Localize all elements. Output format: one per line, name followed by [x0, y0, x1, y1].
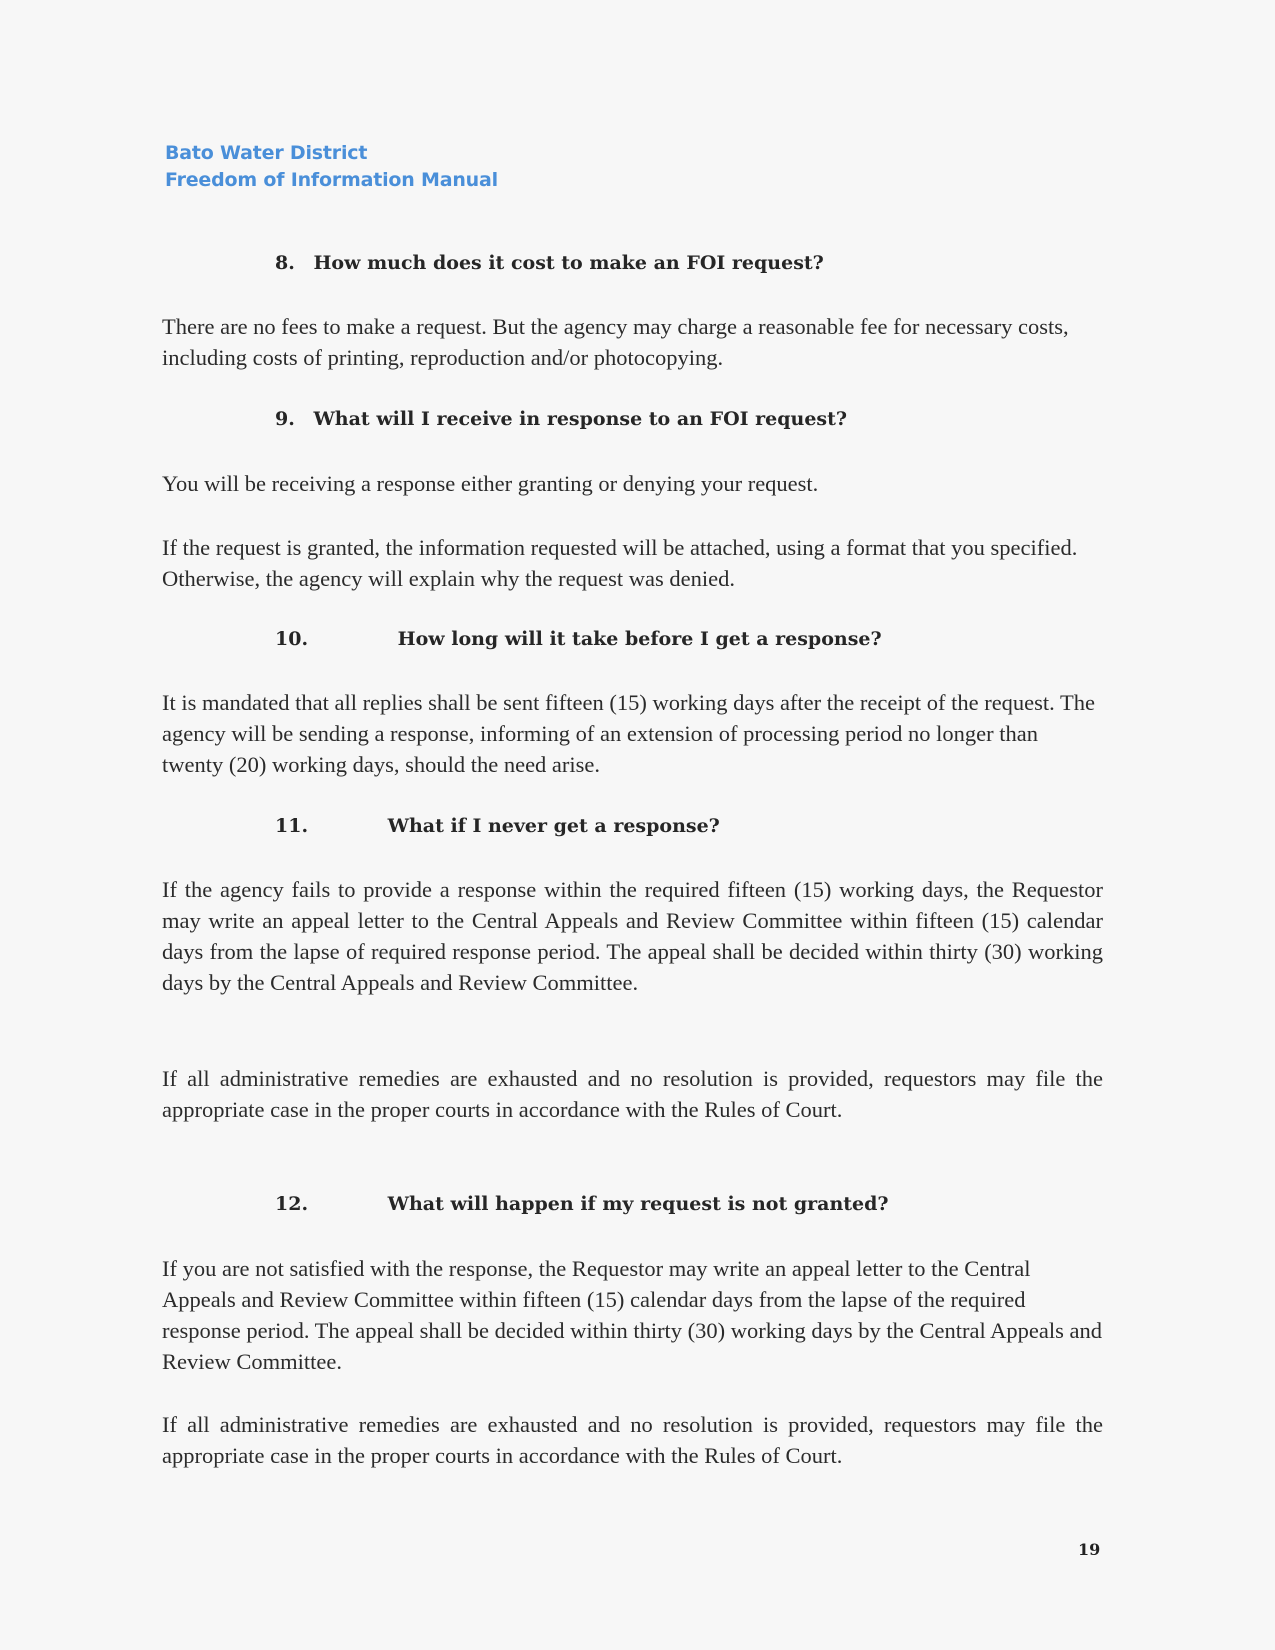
section-question: What if I never get a response? — [387, 815, 720, 837]
manual-title: Freedom of Information Manual — [165, 169, 498, 191]
section-paragraph: If the request is granted, the information requested will be attached, using a format that you specified. Otherwise, the agency will explain why the request was denied. — [162, 535, 1078, 591]
section-question: What will happen if my request is not granted? — [387, 1193, 889, 1215]
section-number: 12. — [275, 1193, 309, 1215]
section-question: How long will it take before I get a response? — [397, 628, 882, 650]
org-name: Bato Water District — [165, 142, 368, 164]
section-number: 8. — [275, 252, 295, 274]
section-paragraph: If all administrative remedies are exhausted and no resolution is provided, requestors may file the appropriate case in the proper courts in accordance with the Rules of Court. — [162, 1412, 1103, 1468]
section-question: How much does it cost to make an FOI request? — [313, 252, 824, 274]
section-paragraph: It is mandated that all replies shall be sent fifteen (15) working days after the receipt of the request. The agency will be sending a response, informing of an extension of processing period no longer than twenty (20) working days, should the need arise. — [162, 690, 1096, 777]
document-header — [165, 140, 498, 194]
section-question: What will I receive in response to an FOI request? — [313, 408, 848, 430]
page-number: 19 — [1078, 1540, 1101, 1559]
section-heading-9 — [275, 408, 847, 430]
section-number: 11. — [275, 815, 309, 837]
section-paragraph: If the agency fails to provide a response within the required fifteen (15) working days, the Requestor may write an appeal letter to the Central Appeals and Review Committee within fifteen (15) calendar days from the lapse of required response period. The appeal shall be decided within thirty (30) working days by the Central Appeals and Review Committee. — [162, 877, 1103, 995]
section-number: 9. — [275, 408, 295, 430]
section-paragraph: There are no fees to make a request. But the agency may charge a reasonable fee for necessary costs, including costs of printing, reproduction and/or photocopying. — [162, 314, 1069, 370]
section-paragraph: If you are not satisfied with the response, the Requestor may write an appeal letter to the Central Appeals and Review Committee within fifteen (15) calendar days from the lapse of the required response period. The appeal shall be decided within thirty (30) working days by the Central Appeals and Review Committee. — [162, 1256, 1102, 1374]
section-heading-10 — [275, 628, 882, 650]
section-number: 10. — [275, 628, 309, 650]
section-heading-8 — [275, 252, 824, 274]
section-heading-12 — [275, 1193, 889, 1215]
section-paragraph: If all administrative remedies are exhausted and no resolution is provided, requestors may file the appropriate case in the proper courts in accordance with the Rules of Court. — [162, 1066, 1103, 1122]
section-heading-11 — [275, 815, 720, 837]
section-paragraph: You will be receiving a response either granting or denying your request. — [162, 471, 819, 496]
